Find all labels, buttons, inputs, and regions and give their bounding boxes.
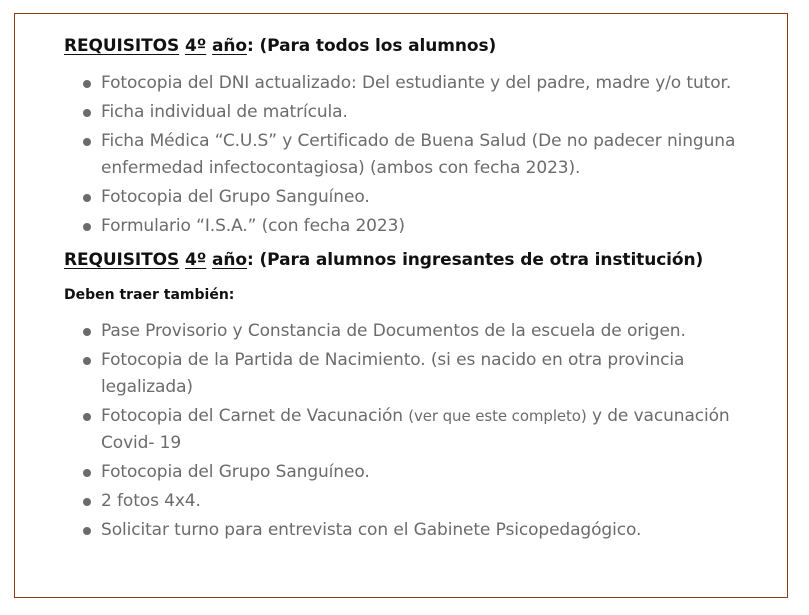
heading-year: año	[212, 250, 247, 270]
section2-heading	[64, 250, 703, 270]
section2-subheading: Deben traer también:	[64, 287, 235, 303]
heading-rest: : (Para alumnos ingresantes de otra institución)	[247, 250, 704, 270]
section1-list	[83, 70, 773, 242]
bullet-icon	[83, 223, 91, 231]
list-item: Fotocopia del Grupo Sanguíneo.	[83, 184, 773, 211]
list-item: Fotocopia del Grupo Sanguíneo.	[83, 459, 773, 486]
section2-list	[83, 318, 773, 546]
list-item: Pase Provisorio y Constancia de Documentos de la escuela de origen.	[83, 318, 773, 345]
bullet-icon	[83, 138, 91, 146]
section1-heading	[64, 36, 496, 56]
bullet-icon	[83, 413, 91, 421]
list-item: Fotocopia de la Partida de Nacimiento. (si es nacido en otra provincia legalizada)	[83, 347, 773, 401]
heading-rest: : (Para todos los alumnos)	[247, 36, 497, 56]
list-item: Formulario “I.S.A.” (con fecha 2023)	[83, 213, 773, 240]
bullet-icon	[83, 194, 91, 202]
heading-year: año	[212, 36, 247, 56]
document-frame	[14, 13, 788, 598]
list-item: 2 fotos 4x4.	[83, 488, 773, 515]
heading-requisitos: REQUISITOS	[64, 250, 180, 270]
heading-requisitos: REQUISITOS	[64, 36, 180, 56]
heading-grade: 4º	[184, 250, 207, 270]
list-item: Solicitar turno para entrevista con el Gabinete Psicopedagógico.	[83, 517, 773, 544]
bullet-icon	[83, 357, 91, 365]
list-item: Ficha Médica “C.U.S” y Certificado de Buena Salud (De no padecer ninguna enfermedad infectocontagiosa) (ambos con fecha 2023).	[83, 128, 773, 182]
bullet-icon	[83, 527, 91, 535]
bullet-icon	[83, 328, 91, 336]
bullet-icon	[83, 80, 91, 88]
list-item: Fotocopia del Carnet de Vacunación (ver que este completo) y de vacunación Covid- 19	[83, 403, 773, 457]
bullet-icon	[83, 498, 91, 506]
heading-grade: 4º	[184, 36, 207, 56]
bullet-icon	[83, 469, 91, 477]
list-item: Ficha individual de matrícula.	[83, 99, 773, 126]
list-item: Fotocopia del DNI actualizado: Del estudiante y del padre, madre y/o tutor.	[83, 70, 773, 97]
bullet-icon	[83, 109, 91, 117]
